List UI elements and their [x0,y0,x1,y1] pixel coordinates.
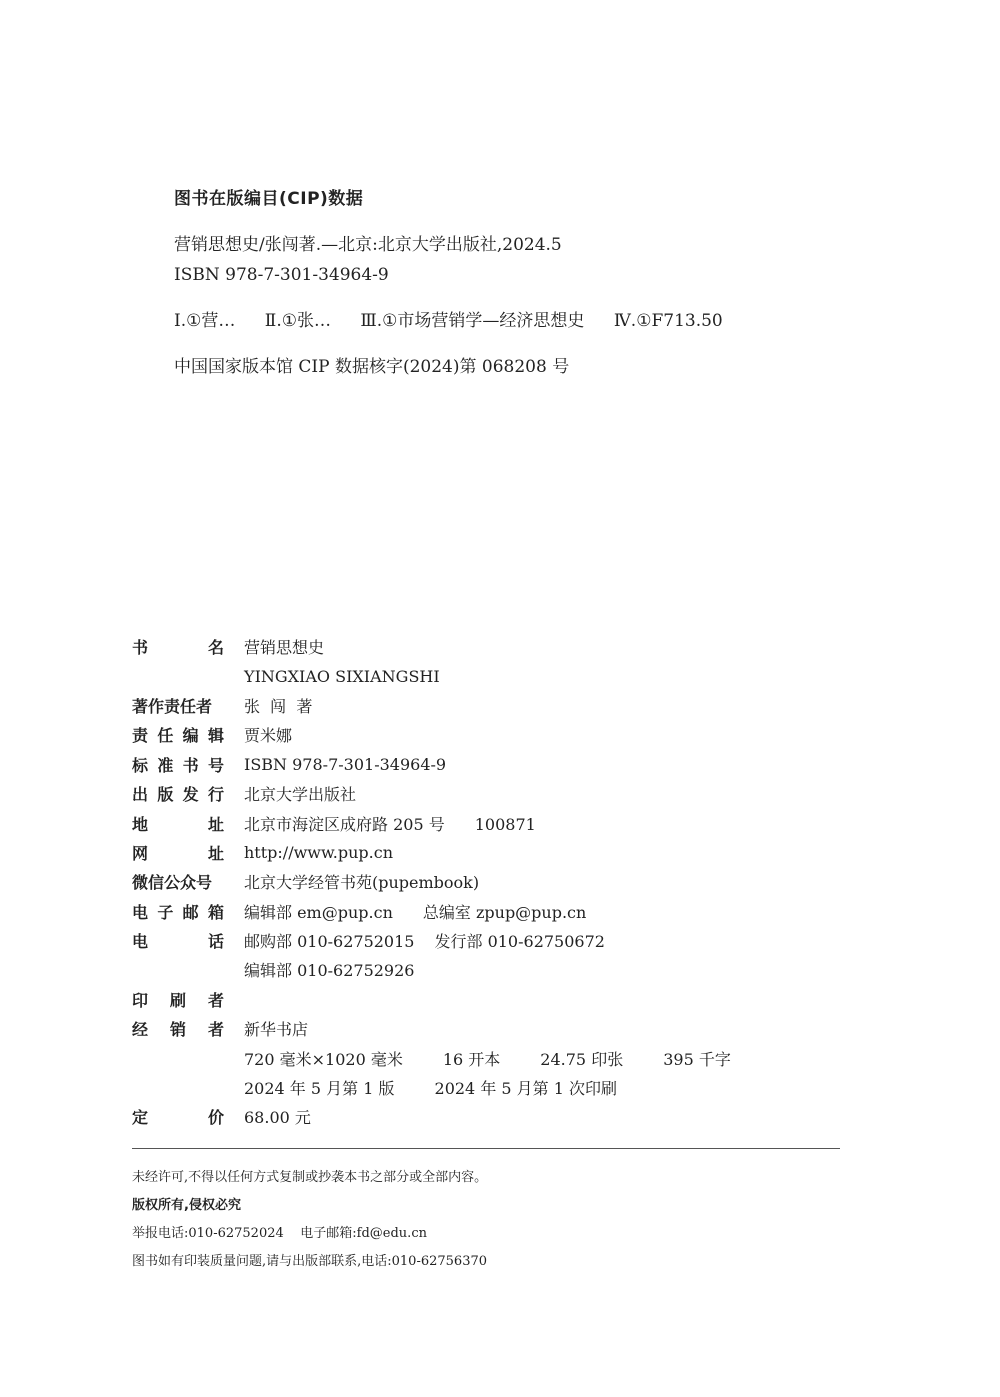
phone-values [244,929,605,952]
format-kai: 16 开本 [442,1049,501,1069]
info-row-isbn [132,750,852,779]
isbn-label: 标 准 书 号 [132,755,224,775]
info-row-printer [132,985,852,1014]
editor-label: 责 任 编 辑 [132,726,224,746]
price-label: 定 价 [132,1108,224,1128]
email-values [244,900,586,923]
cip-topic-3: Ⅲ.①市场营销学—经济思想史 [360,311,585,331]
wechat-value: 北京大学经管书苑(pupembook) [244,873,480,893]
website-label: 网 址 [132,843,224,863]
footer-notices [132,1164,487,1276]
email-chief: 总编室 zpup@pup.cn [422,902,587,922]
info-row-author [132,691,852,720]
info-row-price [132,1102,852,1131]
author-label: 著作责任者 [132,696,213,716]
distributor-label: 经 销 者 [132,1020,224,1040]
info-row-website [132,838,852,867]
edition-value: 2024 年 5 月第 1 版 [244,1079,395,1099]
cip-heading: 图书在版编目(CIP)数据 [174,189,364,209]
format-words: 395 千字 [663,1049,731,1069]
cip-isbn: ISBN 978-7-301-34964-9 [174,265,389,285]
cip-subject-line [174,308,723,334]
phone-distribution: 发行部 010-62750672 [434,932,605,952]
author-value: 张 闯 著 [244,696,313,716]
info-row-publisher [132,779,852,808]
info-row-email [132,897,852,926]
footer-divider [132,1148,840,1149]
cip-record: 营销思想史/张闯著.—北京:北京大学出版社,2024.5 [174,235,562,255]
edition-values [244,1076,617,1099]
postcode-value: 100871 [474,814,536,834]
phone-editorial: 编辑部 010-62752926 [244,961,415,981]
info-row-wechat [132,867,852,896]
book-info-table [132,632,852,1132]
info-row-edition [132,1073,852,1102]
distributor-value: 新华书店 [244,1020,309,1040]
address-value: 北京市海淀区成府路 205 号 100871 [244,814,536,834]
wechat-label: 微信公众号 [132,873,213,893]
info-row-pinyin [132,661,852,690]
cip-topic-1: Ⅰ.①营… [174,311,236,331]
rights-notice: 版权所有,侵权必究 [132,1198,241,1213]
info-row-format [132,1043,852,1072]
phone-mail-order: 邮购部 010-62752015 [244,932,415,952]
title-pinyin-value: YINGXIAO SIXIANGSHI [244,666,440,686]
email-label: 电 子 邮 箱 [132,902,224,922]
format-sheets: 24.75 印张 [540,1049,624,1069]
editor-value: 贾米娜 [244,726,293,746]
email-editorial: 编辑部 em@pup.cn [244,902,393,922]
info-row-distributor [132,1014,852,1043]
copy-notice: 未经许可,不得以任何方式复制或抄袭本书之部分或全部内容。 [132,1170,488,1185]
phone-label: 电 话 [132,932,224,952]
info-row-title [132,632,852,661]
isbn-value: ISBN 978-7-301-34964-9 [244,754,447,774]
cip-topic-2: Ⅱ.①张… [264,311,331,331]
printer-label: 印 刷 者 [132,990,224,1010]
info-row-phone [132,926,852,955]
address-label: 地 址 [132,814,224,834]
cip-verification: 中国国家版本馆 CIP 数据核字(2024)第 068208 号 [174,357,570,377]
publisher-value: 北京大学出版社 [244,785,357,805]
title-value: 营销思想史 [244,638,325,658]
format-size: 720 毫米×1020 毫米 [244,1049,403,1069]
cip-topic-4: Ⅳ.①F713.50 [613,311,723,331]
cip-block [174,186,874,377]
quality-contact: 图书如有印装质量问题,请与出版部联系,电话:010-62756370 [132,1254,488,1269]
info-row-phone-2 [132,955,852,984]
website-link[interactable]: http://www.pup.cn [244,842,393,862]
report-contact: 举报电话:010-62752024 电子邮箱:fd@edu.cn [132,1226,427,1241]
title-label: 书 名 [132,638,224,658]
publisher-label: 出 版 发 行 [132,785,224,805]
info-row-address [132,808,852,837]
printing-value: 2024 年 5 月第 1 次印刷 [434,1079,618,1099]
format-values [244,1047,731,1070]
price-value: 68.00 元 [244,1108,311,1128]
info-row-editor [132,720,852,749]
